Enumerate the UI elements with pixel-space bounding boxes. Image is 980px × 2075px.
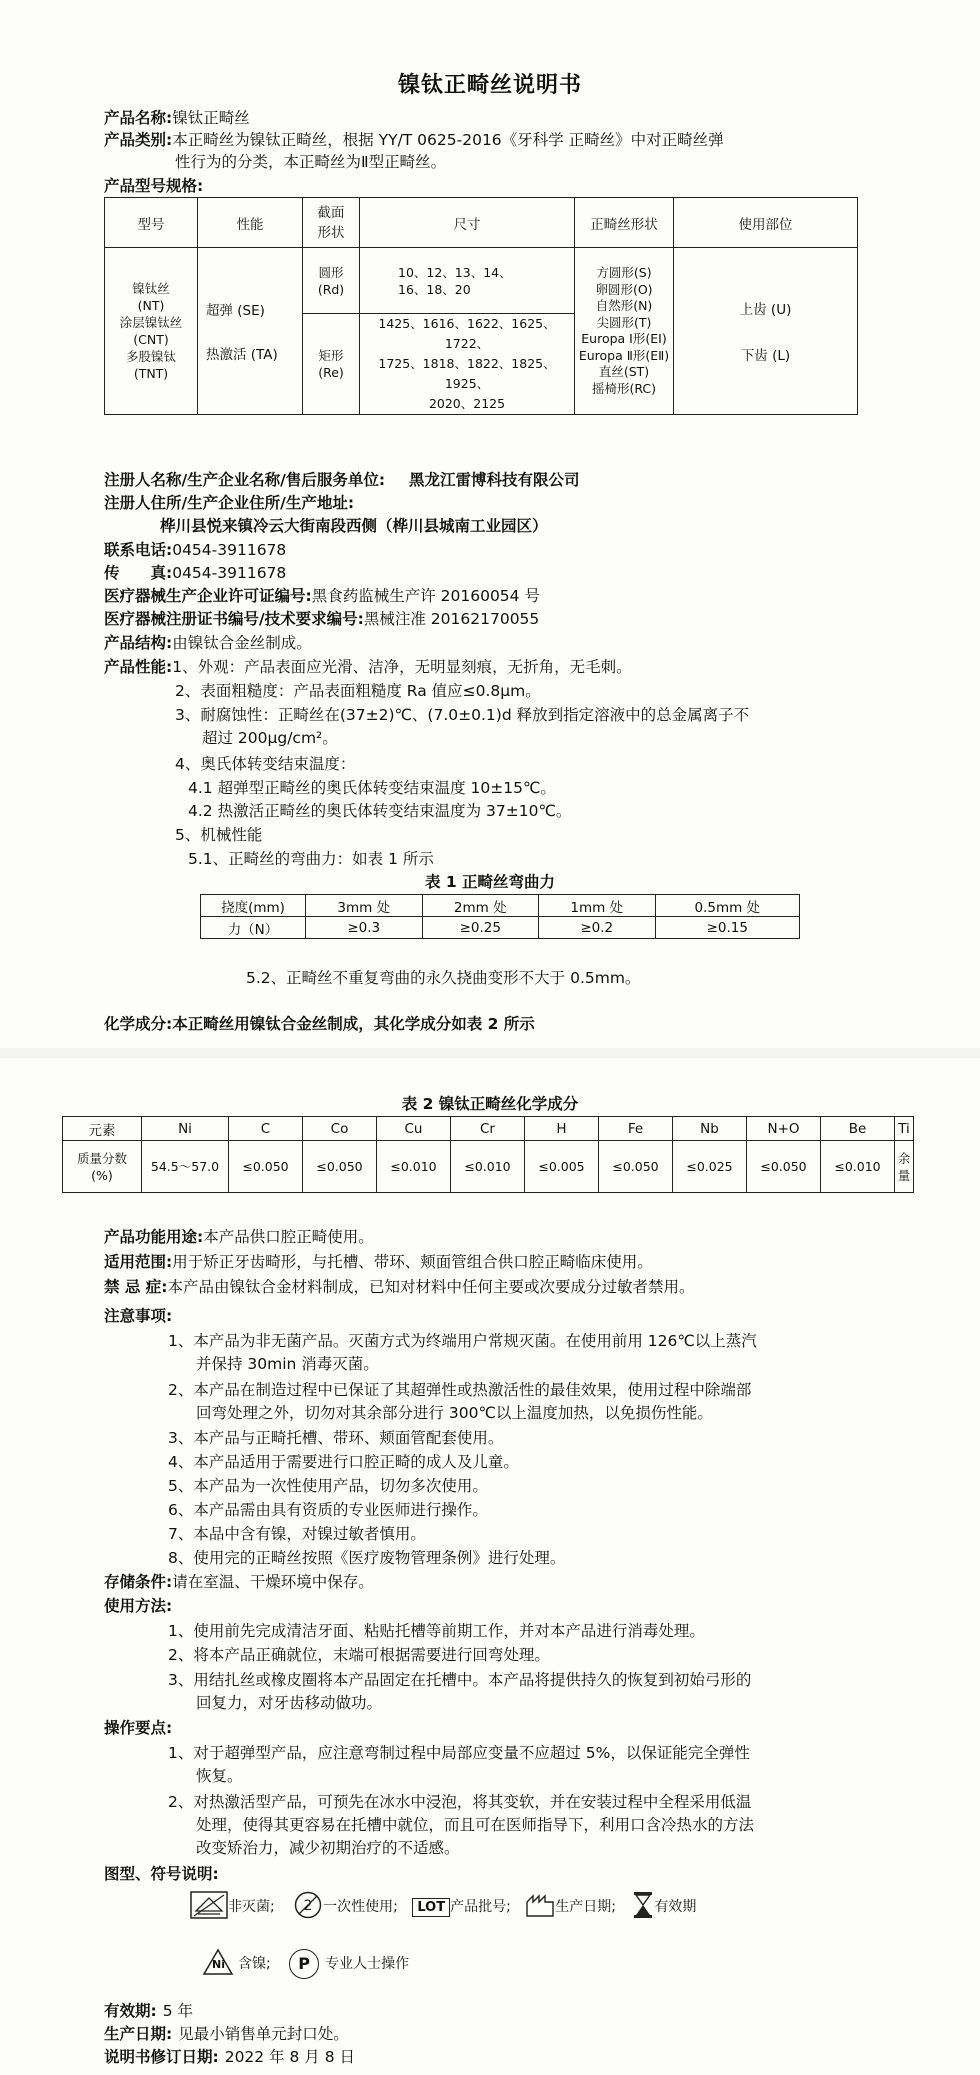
- spec-performance-cell: [198, 248, 303, 415]
- chem-line: [104, 1014, 535, 1034]
- spec-table: [104, 197, 858, 415]
- registrant-label: 注册人名称/生产企业名称/售后服务单位:: [104, 471, 386, 489]
- note-3: 3、本产品与正畸托槽、带环、颊面管配套使用。: [168, 1429, 504, 1447]
- t2-header-cr: Cr: [451, 1117, 525, 1141]
- spec-header-model: 型号: [105, 198, 198, 248]
- t2-value-no: ≤0.050: [747, 1141, 821, 1193]
- mfg-date-line: [104, 2024, 349, 2044]
- storage-value: 请在室温、干燥环境中保存。: [172, 1573, 374, 1591]
- scope-label: 适用范围:: [104, 1253, 173, 1271]
- wire-shape-e2: Europa Ⅱ形(EⅡ): [578, 347, 670, 363]
- document-title: 镍钛正畸丝说明书: [397, 73, 582, 98]
- single-use-text: 一次性使用;: [323, 1899, 398, 1915]
- rect-sizes-2: 1725、1818、1822、1825、1925、: [378, 356, 556, 391]
- registrant-line: [104, 470, 580, 490]
- chem-label: 化学成分:: [104, 1015, 173, 1033]
- t2-value-h: ≤0.005: [525, 1141, 599, 1193]
- performance-item-52: 5.2、正畸丝不重复弯曲的永久挠曲变形不大于 0.5mm。: [246, 969, 641, 987]
- round-sizes-cell: [360, 248, 575, 314]
- t2-header-ti: Ti: [895, 1117, 914, 1141]
- model-tnt: 多股镍钛: [125, 349, 176, 364]
- structure-line: [104, 633, 312, 653]
- license-value: 黑食药监械生产许 20160054 号: [311, 587, 540, 605]
- product-category-label: 产品类别:: [104, 131, 173, 149]
- t1-value-1mm: ≥0.2: [539, 917, 656, 939]
- t1-value-05mm: ≥0.15: [655, 917, 800, 939]
- wire-shape-rc: 摇椅形(RC): [591, 380, 657, 396]
- t2-header-no: N+O: [747, 1117, 821, 1141]
- address-label: 注册人住所/生产企业住所/生产地址:: [104, 494, 355, 512]
- lot-text: 产品批号;: [450, 1899, 511, 1915]
- product-name-value: 镍钛正畸丝: [172, 109, 250, 127]
- structure-label: 产品结构:: [104, 634, 173, 652]
- spec-label: 产品型号规格:: [104, 177, 204, 195]
- manufacture-date-icon: [525, 1892, 555, 1922]
- expiry-text: 有效期: [654, 1899, 697, 1915]
- spec-header-size: 尺寸: [360, 198, 575, 248]
- storage-line: [104, 1572, 374, 1592]
- performance-item-1: 1、外观：产品表面应光滑、洁净，无明显刻痕，无折角，无毛刺。: [172, 658, 632, 676]
- t1-header-3mm: 3mm 处: [306, 895, 423, 917]
- model-nt-code: (NT): [137, 298, 165, 313]
- t2-value-fe: ≤0.050: [599, 1141, 673, 1193]
- model-tnt-code: (TNT): [133, 366, 169, 381]
- t2-value-ti-2: 量: [897, 1167, 911, 1183]
- chem-table: [62, 1116, 914, 1193]
- method-3: 3、用结扎丝或橡皮圈将本产品固定在托槽中。本产品将提供持久的恢复到初始弓形的: [168, 1671, 752, 1689]
- note-4: 4、本产品适用于需要进行口腔正畸的成人及儿童。: [168, 1453, 519, 1471]
- license-label: 医疗器械生产企业许可证编号:: [104, 587, 312, 605]
- t2-header-cu: Cu: [377, 1117, 451, 1141]
- note-8: 8、使用完的正畸丝按照《医疗废物管理条例》进行处理。: [168, 1549, 566, 1567]
- note-1b: 并保持 30min 消毒灭菌。: [196, 1355, 379, 1373]
- method-3b: 回复力，对牙齿移动做功。: [196, 1694, 383, 1712]
- wire-shape-s: 方圆形(S): [596, 265, 652, 280]
- note-7: 7、本品中含有镍，对镍过敏者慎用。: [168, 1525, 426, 1543]
- wire-shape-n: 自然形(N): [595, 298, 653, 313]
- revision-label: 说明书修订日期:: [104, 2048, 219, 2066]
- revision-line: [104, 2047, 355, 2067]
- wire-shape-st: 直丝(ST): [598, 364, 650, 379]
- performance-item-41: 4.1 超弹型正畸丝的奥氏体转变结束温度 10±15℃。: [188, 779, 556, 797]
- performance-line-1: [104, 657, 632, 677]
- performance-ta: 热激活 (TA): [206, 347, 278, 363]
- round-shape-name: 圆形: [318, 264, 344, 280]
- symbols-row-2: [202, 1948, 602, 1982]
- professional-text: 专业人士操作: [325, 1956, 410, 1972]
- ops-1: 1、对于超弹型产品，应注意弯制过程中局部应变量不应超过 5%，以保证能完全弹性: [168, 1744, 750, 1762]
- use-label: 产品功能用途:: [104, 1228, 204, 1246]
- scan-seam: [0, 1048, 980, 1058]
- round-shape-code: (Rd): [317, 281, 345, 297]
- symbols-label: 图型、符号说明:: [104, 1865, 219, 1883]
- model-cnt-code: (CNT): [133, 332, 169, 347]
- registration-label: 医疗器械注册证书编号/技术要求编号:: [104, 610, 364, 628]
- single-use-icon: [293, 1890, 323, 1924]
- t2-value-cu: ≤0.010: [377, 1141, 451, 1193]
- wire-shapes-cell: [575, 248, 674, 415]
- model-nt: 镍钛丝: [132, 281, 170, 296]
- validity-label: 有效期:: [104, 2002, 157, 2020]
- round-sizes-1: 10、12、13、14、: [398, 264, 512, 280]
- bend-force-table: [200, 894, 800, 939]
- t2-header-nb: Nb: [673, 1117, 747, 1141]
- performance-item-4: 4、奥氏体转变结束温度：: [175, 755, 356, 773]
- contra-line: [104, 1277, 695, 1297]
- table1-caption: 表 1 正畸丝弯曲力: [424, 873, 556, 891]
- ops-label: 操作要点:: [104, 1719, 173, 1737]
- wire-shape-o: 卵圆形(O): [595, 281, 653, 297]
- registration-value: 黑械注准 20162170055: [363, 610, 540, 628]
- performance-item-42: 4.2 热激活正畸丝的奥氏体转变结束温度为 37±10℃。: [188, 802, 572, 820]
- product-name-label: 产品名称:: [104, 109, 173, 127]
- nickel-icon-text: Ni: [212, 1958, 225, 1971]
- ops-2c: 改变矫治力，减少初期治疗的不适感。: [196, 1839, 460, 1857]
- spec-header-section-text: 截面形状: [317, 204, 345, 241]
- note-2b: 回弯处理之外，切勿对其余部分进行 300℃以上温度加热，以免损伤性能。: [196, 1404, 713, 1422]
- spec-models-cell: [105, 248, 198, 415]
- wire-shape-t: 尖圆形(T): [596, 314, 652, 330]
- rect-shape-code: (Re): [318, 365, 344, 380]
- method-1: 1、使用前先完成清洁牙面、粘贴托槽等前期工作，并对本产品进行消毒处理。: [168, 1622, 705, 1640]
- nickel-text: 含镍;: [238, 1956, 271, 1972]
- phone-line: [104, 540, 286, 560]
- registration-line: [104, 609, 539, 629]
- product-name-line: [104, 108, 250, 128]
- professional-icon: P: [289, 1949, 319, 1979]
- model-cnt: 涂层镍钛丝: [119, 315, 183, 330]
- t2-row-label-1: 质量分数: [76, 1150, 127, 1166]
- t2-header-h: H: [525, 1117, 599, 1141]
- storage-label: 存储条件:: [104, 1573, 173, 1591]
- product-category-text2: 性行为的分类，本正畸丝为Ⅱ型正畸丝。: [175, 153, 447, 171]
- nickel-icon: [202, 1948, 234, 1980]
- positions-cell: [674, 248, 858, 415]
- contra-value: 本产品由镍钛合金材料制成，已知对材料中任何主要或次要成分过敏者禁用。: [167, 1278, 695, 1296]
- spec-header-position: 使用部位: [674, 198, 858, 248]
- use-line: [104, 1227, 374, 1247]
- rect-sizes-1: 1425、1616、1622、1625、1722、: [378, 316, 556, 351]
- rect-shape-cell: [303, 314, 360, 415]
- note-2: 2、本产品在制造过程中已保证了其超弹性或热激活性的最佳效果，使用过程中除端部: [168, 1381, 752, 1399]
- performance-item-3: 3、耐腐蚀性：正畸丝在(37±2)℃、(7.0±0.1)d 释放到指定溶液中的总金属离子不: [175, 706, 750, 724]
- wire-shape-e1: Europa Ⅰ形(EⅠ): [581, 331, 667, 346]
- t2-value-be: ≤0.010: [821, 1141, 895, 1193]
- registrant-value: 黑龙江雷博科技有限公司: [409, 471, 580, 489]
- performance-item-3b: 超过 200μg/cm²。: [202, 729, 338, 747]
- notes-label: 注意事项:: [104, 1307, 173, 1325]
- t1-header-1mm: 1mm 处: [539, 895, 656, 917]
- position-lower: 下齿 (L): [740, 348, 791, 364]
- symbols-row-1: [190, 1890, 790, 1924]
- performance-label: 产品性能:: [104, 658, 173, 676]
- t2-header-co: Co: [303, 1117, 377, 1141]
- non-sterile-text: 非灭菌;: [228, 1899, 275, 1915]
- t1-header-05mm: 0.5mm 处: [655, 895, 800, 917]
- t1-header-2mm: 2mm 处: [422, 895, 539, 917]
- t1-value-2mm: ≥0.25: [422, 917, 539, 939]
- performance-item-51: 5.1、正畸丝的弯曲力：如表 1 所示: [188, 850, 434, 868]
- method-2: 2、将本产品正确就位，末端可根据需要进行回弯处理。: [168, 1646, 550, 1664]
- performance-item-2: 2、表面粗糙度：产品表面粗糙度 Ra 值应≤0.8μm。: [175, 682, 541, 700]
- spec-header-performance: 性能: [198, 198, 303, 248]
- lot-box: LOT: [412, 1898, 450, 1917]
- non-sterile-icon: [190, 1891, 228, 1923]
- svg-text:2: 2: [303, 1898, 313, 1914]
- t2-value-c: ≤0.050: [229, 1141, 303, 1193]
- validity-value: 5 年: [162, 2002, 193, 2020]
- ops-2: 2、对热激活型产品，可预先在冰水中浸泡，将其变软，并在安装过程中全程采用低温: [168, 1793, 752, 1811]
- t2-row-label-2: (%): [91, 1167, 113, 1183]
- contra-label: 禁 忌 症:: [104, 1278, 168, 1296]
- table2-caption: 表 2 镍钛正畸丝化学成分: [401, 1095, 579, 1113]
- fax-value: 0454-3911678: [172, 564, 287, 582]
- phone-label: 联系电话:: [104, 541, 173, 559]
- structure-value: 由镍钛合金丝制成。: [172, 634, 312, 652]
- t2-value-ti: [895, 1141, 914, 1193]
- address-value: 桦川县悦来镇冷云大街南段西侧（桦川县城南工业园区）: [160, 517, 548, 535]
- position-upper: 上齿 (U): [739, 302, 792, 318]
- hourglass-icon: [632, 1891, 654, 1923]
- phone-value: 0454-3911678: [172, 541, 287, 559]
- rect-sizes-cell: [360, 314, 575, 415]
- t2-header-be: Be: [821, 1117, 895, 1141]
- spec-header-section: [303, 198, 360, 248]
- t2-header-fe: Fe: [599, 1117, 673, 1141]
- spec-header-shape: 正畸丝形状: [575, 198, 674, 248]
- t2-header-ni: Ni: [142, 1117, 229, 1141]
- t1-header-deflection: 挠度(mm): [201, 895, 306, 917]
- use-value: 本产品供口腔正畸使用。: [203, 1228, 374, 1246]
- round-sizes-2: 16、18、20: [398, 281, 471, 297]
- t1-value-3mm: ≥0.3: [306, 917, 423, 939]
- t2-value-co: ≤0.050: [303, 1141, 377, 1193]
- performance-se: 超弹 (SE): [206, 303, 265, 319]
- t1-row-label: 力（N）: [201, 917, 306, 939]
- t2-header-c: C: [229, 1117, 303, 1141]
- product-category-line: [104, 130, 724, 150]
- t2-value-ni: 54.5～57.0: [142, 1141, 229, 1193]
- ops-2b: 处理，使得其更容易在托槽中就位，而且可在医师指导下，利用口含冷热水的方法: [196, 1816, 755, 1834]
- note-6: 6、本产品需由具有资质的专业医师进行操作。: [168, 1501, 488, 1519]
- scope-value: 用于矫正牙齿畸形，与托槽、带环、颊面管组合供口腔正畸临床使用。: [172, 1253, 653, 1271]
- fax-line: [104, 563, 286, 583]
- round-shape-cell: [303, 248, 360, 314]
- license-line: [104, 586, 540, 606]
- manufacture-date-text: 生产日期;: [555, 1899, 616, 1915]
- t2-value-ti-1: 余: [897, 1150, 911, 1166]
- t2-row-label: [63, 1141, 142, 1193]
- note-1: 1、本产品为非无菌产品。灭菌方式为终端用户常规灭菌。在使用前用 126℃以上蒸汽: [168, 1332, 757, 1350]
- product-category-text1: 本正畸丝为镍钛正畸丝，根据 YY/T 0625-2016《牙科学 正畸丝》中对正畸丝弹: [172, 131, 724, 149]
- scope-line: [104, 1252, 653, 1272]
- t2-value-nb: ≤0.025: [673, 1141, 747, 1193]
- rect-sizes-3: 2020、2125: [428, 396, 506, 411]
- fax-label: 传 真:: [104, 564, 173, 582]
- t2-header-element: 元素: [63, 1117, 142, 1141]
- performance-item-5: 5、机械性能: [175, 826, 263, 844]
- chem-value: 本正畸丝用镍钛合金丝制成，其化学成分如表 2 所示: [172, 1015, 535, 1033]
- rect-shape-name: 矩形: [318, 348, 344, 363]
- mfg-date-label: 生产日期:: [104, 2025, 173, 2043]
- mfg-date-value: 见最小销售单元封口处。: [178, 2025, 349, 2043]
- method-label: 使用方法:: [104, 1597, 173, 1615]
- note-5: 5、本产品为一次性使用产品，切勿多次使用。: [168, 1477, 488, 1495]
- ops-1b: 恢复。: [196, 1767, 243, 1785]
- revision-value: 2022 年 8 月 8 日: [224, 2048, 356, 2066]
- validity-line: [104, 2001, 193, 2021]
- t2-value-cr: ≤0.010: [451, 1141, 525, 1193]
